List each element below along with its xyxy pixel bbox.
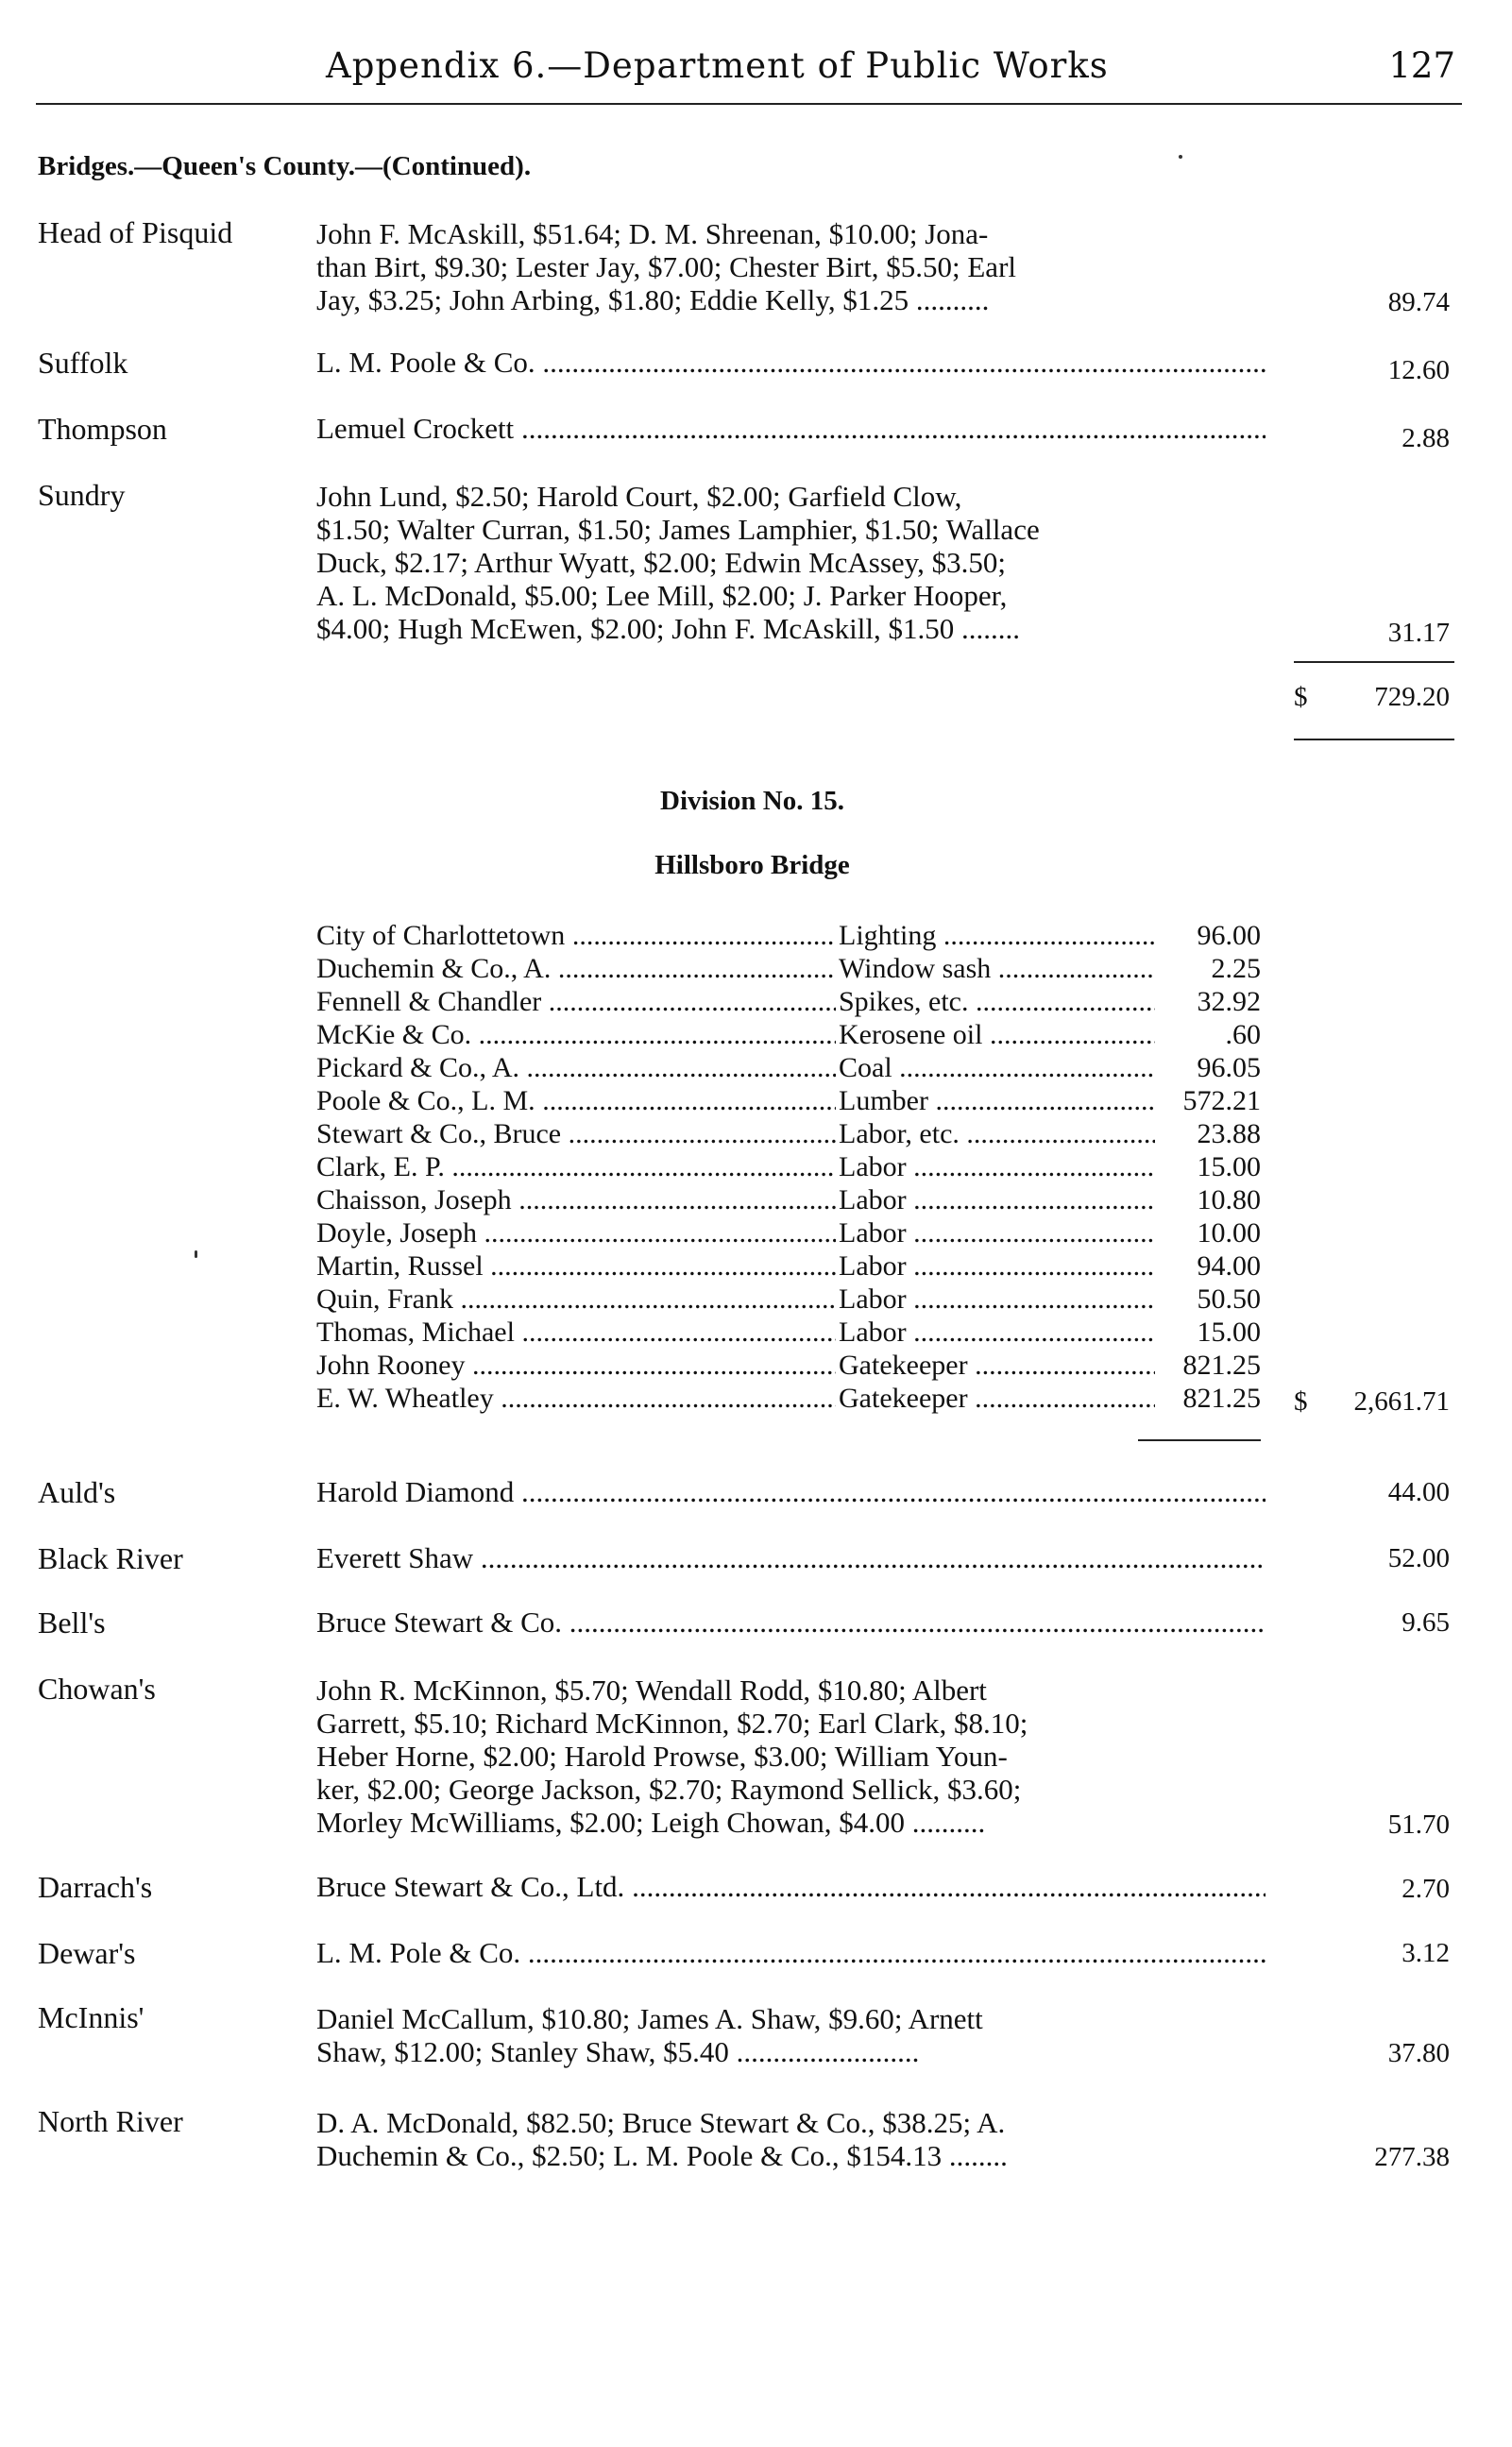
ledger-row	[316, 1283, 1261, 1317]
entry-amount: 37.80	[1387, 2038, 1450, 2068]
page-header	[0, 45, 1512, 93]
entry-location: Auld's	[38, 1475, 116, 1509]
entry-amount: 9.65	[1402, 1607, 1450, 1638]
total-rule	[1294, 739, 1454, 740]
ledger-name: City of Charlottetown .....	[316, 920, 836, 952]
entry-location: Darrach's	[38, 1870, 153, 1904]
ledger-item: Gatekeeper .....	[839, 1350, 1155, 1382]
ledger-amount: 10.80	[1157, 1184, 1261, 1216]
ledger-amount: 821.25	[1157, 1350, 1261, 1382]
ledger-name: Chaisson, Joseph .....	[316, 1184, 836, 1216]
ledger-item: Labor, etc. .....	[839, 1118, 1155, 1150]
ledger-row	[316, 1118, 1261, 1151]
ledger-item: Spikes, etc. .....	[839, 986, 1155, 1018]
entry-amount: 2.70	[1402, 1874, 1450, 1904]
ledger-row	[316, 1350, 1261, 1383]
ledger-row	[316, 1250, 1261, 1283]
ledger-item: Labor .....	[839, 1151, 1155, 1183]
ledger-amount: 15.00	[1157, 1317, 1261, 1349]
description-line: Garrett, $5.10; Richard McKinnon, $2.70; Earl Clark, $8.10;	[316, 1707, 1028, 1740]
ledger-amount: 96.00	[1157, 920, 1261, 952]
entry-payee: Bruce Stewart & Co., Ltd. .....	[316, 1870, 1266, 1904]
print-speck	[195, 1250, 197, 1258]
entry-amount: 277.38	[1374, 2142, 1450, 2172]
ledger-name: Duchemin & Co., A. .....	[316, 953, 836, 985]
entry-amount: 31.17	[1387, 618, 1450, 648]
description-line: Jay, $3.25; John Arbing, $1.80; Eddie Kelly, $1.25 ..........	[316, 283, 990, 316]
total-currency: $	[1294, 1386, 1308, 1417]
ledger-row	[316, 953, 1261, 986]
ledger-amount: 2.25	[1157, 953, 1261, 985]
ledger-name: E. W. Wheatley .....	[316, 1383, 836, 1415]
entry-payee: Harold Diamond .....	[316, 1475, 1266, 1509]
ledger-amount: 32.92	[1157, 986, 1261, 1018]
ledger-row	[316, 1151, 1261, 1184]
description-line: Shaw, $12.00; Stanley Shaw, $5.40 .........................	[316, 2035, 920, 2068]
entry-payee: Everett Shaw .....	[316, 1541, 1266, 1575]
ledger-amount: .60	[1157, 1019, 1261, 1051]
description-line: ker, $2.00; George Jackson, $2.70; Raymond Sellick, $3.60;	[316, 1773, 1022, 1806]
print-speck	[1179, 155, 1182, 159]
description-line: Duchemin & Co., $2.50; L. M. Poole & Co., $154.13 ........	[316, 2139, 1008, 2172]
ledger-name: Quin, Frank .....	[316, 1283, 836, 1316]
ledger-row	[316, 1085, 1261, 1118]
entry-location: Suffolk	[38, 346, 128, 380]
entry-amount: 44.00	[1387, 1477, 1450, 1507]
description-line: $4.00; Hugh McEwen, $2.00; John F. McAskill, $1.50 ........	[316, 612, 1020, 645]
ledger-row	[316, 986, 1261, 1019]
ledger-item: Coal .....	[839, 1052, 1155, 1084]
ledger-amount: 50.50	[1157, 1283, 1261, 1316]
entry-description	[316, 480, 1266, 645]
ledger-name: John Rooney .....	[316, 1350, 836, 1382]
ledger-item: Window sash .....	[839, 953, 1155, 985]
page-number: 127	[1388, 45, 1455, 86]
ledger-item: Gatekeeper .....	[839, 1383, 1155, 1415]
entry-payee: L. M. Poole & Co. .....	[316, 346, 1266, 380]
entry-location: Head of Pisquid	[38, 215, 233, 249]
ledger-row	[316, 920, 1261, 953]
ledger-item: Labor .....	[839, 1250, 1155, 1283]
entry-payee: Lemuel Crockett .....	[316, 412, 1266, 446]
description-line: John F. McAskill, $51.64; D. M. Shreenan, $10.00; Jona-	[316, 217, 989, 250]
ledger-name: Clark, E. P. .....	[316, 1151, 836, 1183]
ledger-item: Labor .....	[839, 1217, 1155, 1249]
section-title: Bridges.—Queen's County.—(Continued).	[38, 151, 532, 181]
entry-amount: 89.74	[1387, 287, 1450, 317]
header-rule	[36, 103, 1462, 105]
ledger-name: McKie & Co. .....	[316, 1019, 836, 1051]
description-line: Duck, $2.17; Arthur Wyatt, $2.00; Edwin McAssey, $3.50;	[316, 546, 1007, 579]
entry-location: Chowan's	[38, 1672, 156, 1706]
description-line: than Birt, $9.30; Lester Jay, $7.00; Chester Birt, $5.50; Earl	[316, 250, 1017, 283]
entry-location: Bell's	[38, 1606, 106, 1640]
ledger-name: Fennell & Chandler .....	[316, 986, 836, 1018]
entry-location: Black River	[38, 1541, 183, 1575]
entry-description	[316, 2002, 1266, 2068]
ledger-name: Doyle, Joseph .....	[316, 1217, 836, 1249]
entry-description	[316, 1674, 1266, 1839]
ledger-name: Poole & Co., L. M. .....	[316, 1085, 836, 1117]
ledger-row	[316, 1019, 1261, 1052]
ledger-amount: 94.00	[1157, 1250, 1261, 1283]
entry-amount: 12.60	[1387, 355, 1450, 385]
description-line: John Lund, $2.50; Harold Court, $2.00; Garfield Clow,	[316, 480, 962, 513]
entry-location: North River	[38, 2104, 183, 2138]
ledger-amount: 96.05	[1157, 1052, 1261, 1084]
ledger-row	[316, 1217, 1261, 1250]
total-currency: $	[1294, 682, 1308, 712]
entry-amount: 3.12	[1402, 1938, 1450, 1968]
entry-payee: L. M. Pole & Co. .....	[316, 1936, 1266, 1970]
ledger-name: Pickard & Co., A. .....	[316, 1052, 836, 1084]
ledger-item: Lumber .....	[839, 1085, 1155, 1117]
ledger-item: Labor .....	[839, 1317, 1155, 1349]
division-subtitle: Hillsboro Bridge	[654, 850, 850, 880]
description-line: D. A. McDonald, $82.50; Bruce Stewart & Co., $38.25; A.	[316, 2106, 1006, 2139]
ledger-row	[316, 1383, 1261, 1416]
header-title: Appendix 6.—Department of Public Works	[326, 45, 1109, 86]
ledger-item: Labor .....	[839, 1184, 1155, 1216]
ledger-item: Labor .....	[839, 1283, 1155, 1316]
ledger-item: Lighting .....	[839, 920, 1155, 952]
ledger-amount: 15.00	[1157, 1151, 1261, 1183]
entry-amount: 2.88	[1402, 423, 1450, 453]
ledger-name: Stewart & Co., Bruce .....	[316, 1118, 836, 1150]
entry-amount: 51.70	[1387, 1810, 1450, 1840]
ledger-item: Kerosene oil .....	[839, 1019, 1155, 1051]
entry-location: Thompson	[38, 412, 167, 446]
description-line: A. L. McDonald, $5.00; Lee Mill, $2.00; J. Parker Hooper,	[316, 579, 1008, 612]
description-line: John R. McKinnon, $5.70; Wendall Rodd, $10.80; Albert	[316, 1674, 987, 1707]
description-line: Morley McWilliams, $2.00; Leigh Chowan, $4.00 ..........	[316, 1806, 986, 1839]
ledger-amount: 821.25	[1157, 1383, 1261, 1415]
description-line: $1.50; Walter Curran, $1.50; James Lamphier, $1.50; Wallace	[316, 513, 1040, 546]
total-value: 2,661.71	[1353, 1386, 1450, 1417]
description-line: Daniel McCallum, $10.80; James A. Shaw, $9.60; Arnett	[316, 2002, 983, 2035]
entry-location: Dewar's	[38, 1936, 136, 1970]
ledger-rule	[1138, 1439, 1261, 1441]
entry-payee: Bruce Stewart & Co. .....	[316, 1606, 1266, 1640]
ledger-amount: 572.21	[1157, 1085, 1261, 1117]
ledger-amount: 23.88	[1157, 1118, 1261, 1150]
ledger-row	[316, 1184, 1261, 1217]
ledger-amount: 10.00	[1157, 1217, 1261, 1249]
entry-location: Sundry	[38, 478, 126, 512]
ledger-name: Martin, Russel .....	[316, 1250, 836, 1283]
entry-description	[316, 2106, 1266, 2172]
description-line: Heber Horne, $2.00; Harold Prowse, $3.00; William Youn-	[316, 1740, 1008, 1773]
entry-description	[316, 217, 1266, 316]
ledger-name: Thomas, Michael .....	[316, 1317, 836, 1349]
subtotal-rule	[1294, 661, 1454, 663]
total-value: 729.20	[1374, 682, 1450, 712]
ledger-row	[316, 1317, 1261, 1350]
ledger-row	[316, 1052, 1261, 1085]
division-title: Division No. 15.	[660, 786, 844, 816]
entry-amount: 52.00	[1387, 1543, 1450, 1573]
entry-location: McInnis'	[38, 2000, 144, 2034]
